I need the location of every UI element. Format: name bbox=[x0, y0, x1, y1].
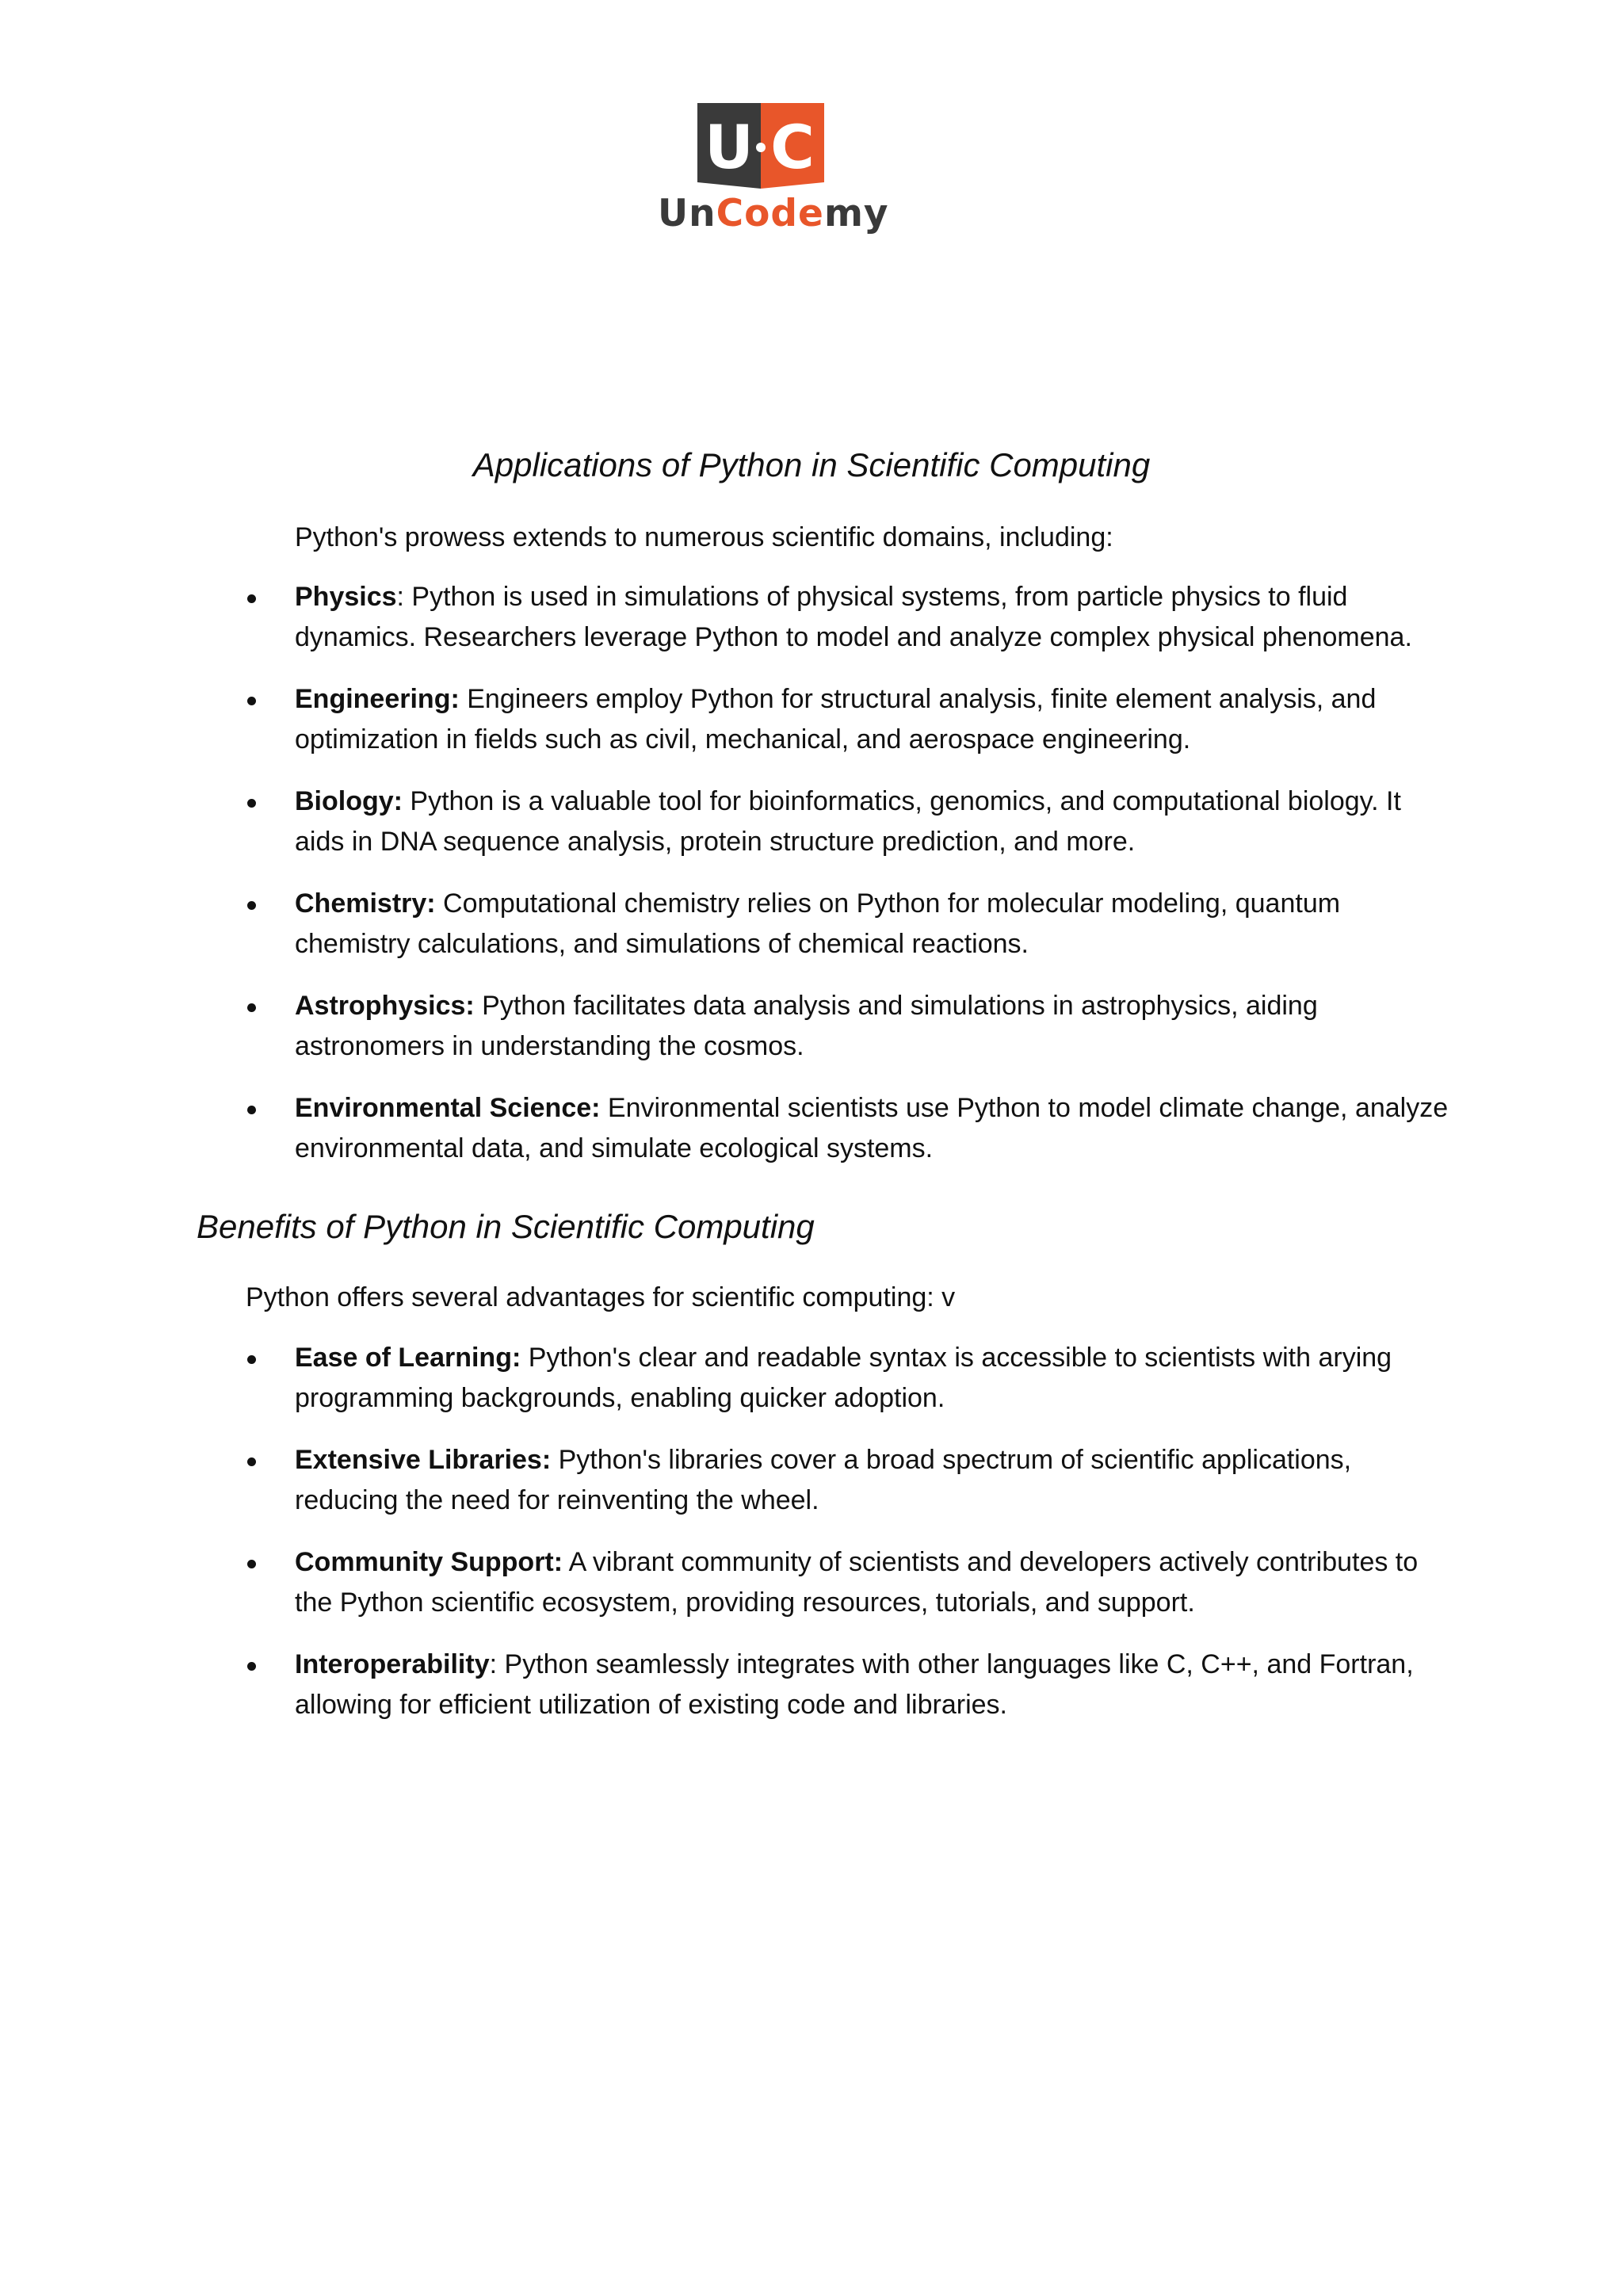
item-text: Python facilitates data analysis and simulations in astrophysics, aiding astronomers in understanding the cosmos. bbox=[295, 991, 1318, 1061]
item-text: Python is a valuable tool for bioinformatics, genomics, and computational biology. It aids in DNA sequence analysis, protein structure prediction, and more. bbox=[295, 786, 1401, 857]
applications-intro: Python's prowess extends to numerous scientific domains, including: bbox=[295, 522, 1113, 552]
item-term: Physics bbox=[295, 582, 397, 612]
benefits-list bbox=[0, 1338, 1452, 1747]
list-item bbox=[0, 1338, 1452, 1419]
logo-word-part: Un bbox=[658, 192, 716, 235]
list-item bbox=[0, 1542, 1452, 1623]
bullet-icon bbox=[247, 901, 256, 910]
bullet-icon bbox=[247, 1662, 256, 1671]
list-item bbox=[0, 986, 1452, 1067]
item-term: Chemistry: bbox=[295, 888, 436, 919]
bullet-icon bbox=[247, 697, 256, 705]
item-text: A vibrant community of scientists and developers actively contributes to the Python scientific ecosystem, providing resources, tutorials, and support. bbox=[295, 1547, 1419, 1618]
item-term: Interoperability bbox=[295, 1649, 490, 1679]
logo-mark-right-letter: C bbox=[770, 112, 815, 182]
benefits-intro: Python offers several advantages for scientific computing: v bbox=[246, 1282, 956, 1312]
item-text: Python's libraries cover a broad spectrum of scientific applications, reducing the need for reinventing the wheel. bbox=[295, 1445, 1352, 1515]
item-sep: : bbox=[396, 582, 404, 612]
applications-list bbox=[0, 577, 1452, 1190]
logo-word-part: Code bbox=[716, 192, 824, 235]
list-item bbox=[0, 884, 1452, 965]
logo-mark-left-letter: U bbox=[705, 112, 754, 182]
benefits-heading: Benefits of Python in Scientific Computing bbox=[197, 1208, 815, 1245]
bullet-icon bbox=[247, 1106, 256, 1114]
item-term: Environmental Science: bbox=[295, 1093, 601, 1123]
list-item bbox=[0, 1440, 1452, 1521]
item-text: Python's clear and readable syntax is accessible to scientists with arying programming backgrounds, enabling quicker adoption. bbox=[295, 1343, 1392, 1413]
list-item bbox=[0, 577, 1452, 658]
item-text: Python is used in simulations of physical systems, from particle physics to fluid dynamics. Researchers leverage Python to model and analyze complex physical phenomena. bbox=[295, 582, 1412, 652]
uncodemy-logo bbox=[658, 103, 889, 246]
item-text: Computational chemistry relies on Python for molecular modeling, quantum chemistry calculations, and simulations of chemical reactions. bbox=[295, 888, 1341, 959]
item-term: Ease of Learning: bbox=[295, 1343, 521, 1373]
item-term: Extensive Libraries: bbox=[295, 1445, 552, 1475]
bullet-icon bbox=[247, 594, 256, 603]
item-term: Engineering: bbox=[295, 684, 460, 714]
item-term: Community Support: bbox=[295, 1547, 563, 1577]
bullet-icon bbox=[247, 1560, 256, 1568]
item-text: Engineers employ Python for structural analysis, finite element analysis, and optimization in fields such as civil, mechanical, and aerospace engineering. bbox=[295, 684, 1377, 755]
bullet-icon bbox=[247, 799, 256, 808]
applications-heading: Applications of Python in Scientific Computing bbox=[472, 446, 1151, 483]
bullet-icon bbox=[247, 1003, 256, 1012]
item-text: Python seamlessly integrates with other languages like C, C++, and Fortran, allowing for efficient utilization of existing code and libraries. bbox=[295, 1649, 1414, 1720]
bullet-icon bbox=[247, 1355, 256, 1364]
item-term: Biology: bbox=[295, 786, 403, 816]
logo-wordmark bbox=[658, 192, 889, 235]
list-item bbox=[0, 781, 1452, 862]
list-item bbox=[0, 679, 1452, 760]
logo-word-part: my bbox=[823, 192, 889, 235]
uncodemy-logo-mark bbox=[697, 103, 824, 189]
list-item bbox=[0, 1088, 1452, 1169]
item-term: Astrophysics: bbox=[295, 991, 475, 1021]
item-text: Environmental scientists use Python to model climate change, analyze environmental data, and simulate ecological systems. bbox=[295, 1093, 1449, 1163]
bullet-icon bbox=[247, 1457, 256, 1466]
list-item bbox=[0, 1645, 1452, 1725]
item-sep: : bbox=[489, 1649, 498, 1679]
